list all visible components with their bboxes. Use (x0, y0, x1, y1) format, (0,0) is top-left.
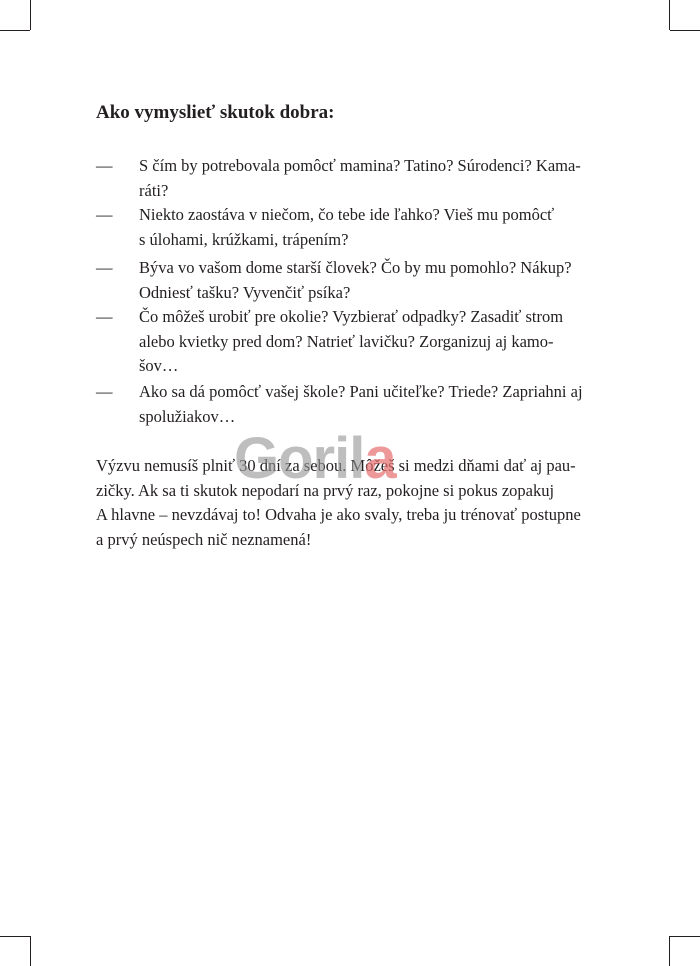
dash-bullet: — (96, 205, 113, 224)
list-item (96, 154, 616, 203)
paragraph-line: A hlavne – nevzdávaj to! Odvaha je ako svaly, treba ju trénovať postupne (96, 505, 581, 524)
crop-mark (669, 0, 670, 30)
closing-paragraph (96, 454, 581, 552)
dash-bullet: — (96, 258, 113, 277)
list-item (96, 256, 616, 305)
list-item-line: alebo kvietky pred dom? Natrieť lavičku? Zorganizuj aj kamo- (139, 331, 554, 351)
watermark-text-accent: a (364, 426, 396, 491)
crop-mark (670, 936, 700, 937)
watermark-text: Goril (234, 426, 365, 491)
section-heading: Ako vymyslieť skutok dobra: (96, 102, 335, 123)
paragraph-line: zičky. Ak sa ti skutok nepodarí na prvý raz, pokojne si pokus zopakuj (96, 480, 555, 500)
list-item-line: spolužiakov… (139, 406, 236, 426)
crop-mark (670, 30, 700, 31)
paragraph-line: Výzvu nemusíš plniť 30 dní za sebou. Môžeš si medzi dňami dať aj pau- (96, 456, 576, 475)
paragraph-line: a prvý neúspech nič neznamená! (96, 529, 312, 549)
list-item (96, 380, 616, 429)
list-item-line: šov… (139, 356, 179, 375)
crop-mark (0, 30, 30, 31)
list-item-line: s úlohami, krúžkami, trápením? (139, 229, 349, 249)
crop-mark (30, 936, 31, 966)
list-item-line: ráti? (139, 180, 169, 200)
list-item-line: Čo môžeš urobiť pre okolie? Vyzbierať odpadky? Zasadiť strom (139, 307, 564, 326)
dash-bullet: — (96, 307, 113, 326)
dash-bullet: — (96, 382, 113, 401)
list-item-line: Ako sa dá pomôcť vašej škole? Pani učiteľke? Triede? Zapriahni aj (139, 382, 583, 401)
list-item-line: Odniesť tašku? Vyvenčiť psíka? (139, 282, 351, 302)
list-item (96, 305, 616, 379)
dash-bullet: — (96, 156, 113, 175)
list-item-line: Býva vo vašom dome starší človek? Čo by mu pomohlo? Nákup? (139, 258, 572, 277)
list-item-line: S čím by potrebovala pomôcť mamina? Tatino? Súrodenci? Kama- (139, 156, 581, 175)
list-item-line: Niekto zaostáva v niečom, čo tebe ide ľahko? Vieš mu pomôcť (139, 205, 555, 224)
list-item (96, 203, 616, 252)
crop-mark (669, 936, 670, 966)
crop-mark (30, 0, 31, 30)
crop-mark (0, 936, 30, 937)
